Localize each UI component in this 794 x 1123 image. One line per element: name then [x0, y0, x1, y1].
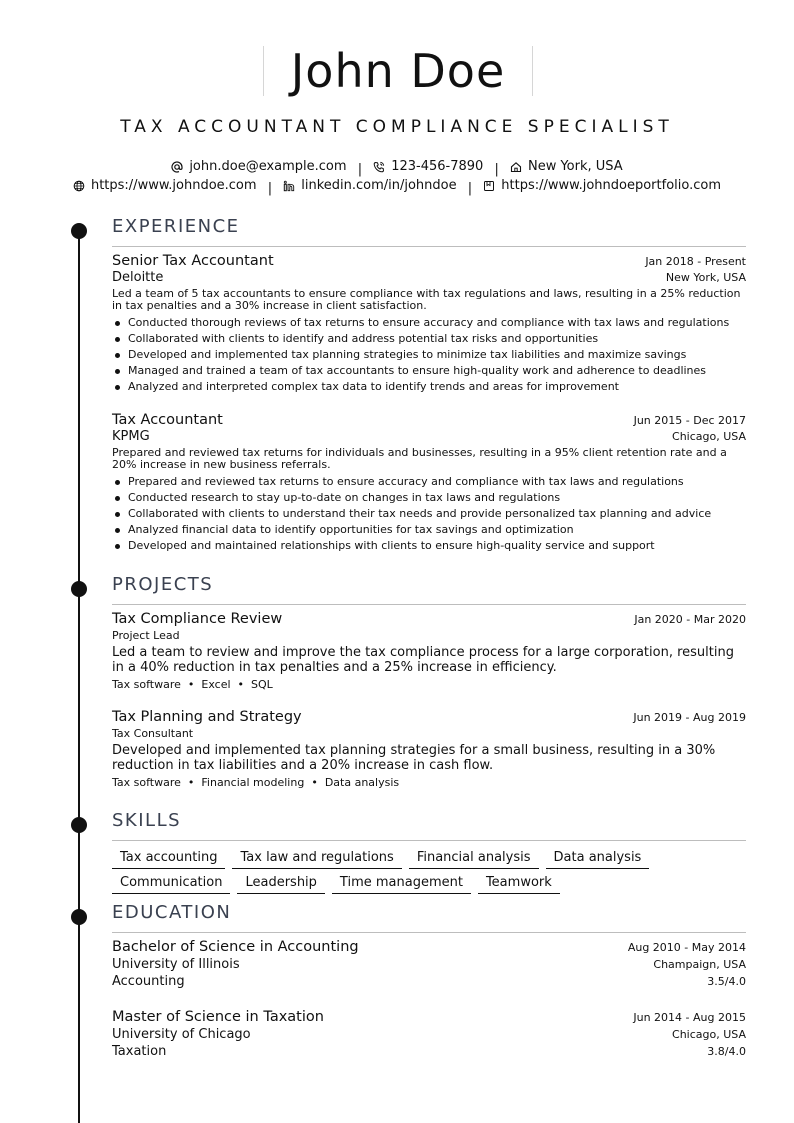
phone-icon	[373, 161, 385, 173]
field-of-study: Accounting	[112, 974, 185, 989]
project-tag: Financial modeling	[201, 776, 305, 789]
school-location: Champaign, USA	[653, 958, 746, 971]
experience-entry	[112, 412, 746, 554]
project-entry	[112, 709, 746, 789]
job-title: TAX ACCOUNTANT COMPLIANCE SPECIALIST	[120, 117, 674, 137]
list-item: Conducted research to stay up-to-date on changes in tax laws and regulations	[112, 490, 746, 506]
email-item[interactable]	[171, 159, 346, 174]
timeline-dot	[71, 581, 87, 597]
list-item: Analyzed financial data to identify opportunities for tax savings and optimization	[112, 522, 746, 538]
job-dates: Jan 2018 - Present	[645, 255, 746, 268]
phone-item[interactable]	[373, 159, 483, 174]
skill-tag: Leadership	[237, 874, 324, 894]
project-tag: Tax software	[112, 776, 181, 789]
project-tag: Excel	[201, 678, 231, 691]
website-link[interactable]: https://www.johndoe.com	[90, 178, 257, 193]
education-dates: Jun 2014 - Aug 2015	[633, 1011, 746, 1024]
job-summary: Prepared and reviewed tax returns for individuals and businesses, resulting in a 95% client retention rate and a 20% increase in new business referrals.	[112, 446, 727, 471]
project-role: Project Lead	[112, 629, 180, 642]
project-tags	[112, 776, 746, 789]
project-role: Tax Consultant	[112, 727, 194, 740]
field-of-study: Taxation	[112, 1044, 167, 1059]
list-item: Collaborated with clients to identify and address potential tax risks and opportunities	[112, 331, 746, 347]
job-bullets	[112, 315, 746, 395]
section-divider	[112, 246, 746, 247]
skills-heading: SKILLS	[112, 810, 182, 831]
contact-line-1	[0, 159, 794, 177]
phone-text: 123-456-7890	[391, 159, 484, 174]
portfolio-link[interactable]: https://www.johndoeportfolio.com	[501, 178, 722, 193]
section-divider	[112, 932, 746, 933]
degree-name: Master of Science in Taxation	[112, 1009, 324, 1025]
list-item: Prepared and reviewed tax returns to ensure accuracy and compliance with tax laws and regulations	[112, 474, 746, 490]
timeline-line	[78, 226, 80, 1123]
skill-tag: Time management	[332, 874, 471, 894]
list-item: Conducted thorough reviews of tax returns to ensure accuracy and compliance with tax laws and regulations	[112, 315, 746, 331]
linkedin-item[interactable]	[283, 178, 456, 193]
project-description: Developed and implemented tax planning strategies for a small business, resulting in a 30% reduction in tax liabilities and a 20% increase in cash flow.	[112, 743, 716, 773]
project-tag: SQL	[251, 678, 273, 691]
project-description: Led a team to review and improve the tax compliance process for a large corporation, resulting in a 40% reduction in tax penalties and a 25% increase in efficiency.	[112, 645, 734, 675]
school-location: Chicago, USA	[672, 1028, 746, 1041]
tag-separator: •	[187, 776, 195, 789]
contact-separator: |	[357, 161, 363, 177]
gpa: 3.8/4.0	[707, 1045, 746, 1058]
tag-separator: •	[187, 678, 195, 691]
globe-icon	[73, 180, 85, 192]
location-text: New York, USA	[527, 159, 623, 174]
linkedin-link[interactable]: linkedin.com/in/johndoe	[301, 178, 457, 193]
education-dates: Aug 2010 - May 2014	[627, 941, 746, 954]
website-item[interactable]	[73, 178, 257, 193]
job-location: Chicago, USA	[672, 430, 746, 443]
list-item: Collaborated with clients to understand their tax needs and provide personalized tax planning and advice	[112, 506, 746, 522]
tag-separator: •	[311, 776, 318, 789]
section-divider	[112, 604, 746, 605]
timeline-dot	[71, 909, 87, 925]
skill-tag: Financial analysis	[409, 849, 539, 869]
contact-separator: |	[267, 180, 273, 196]
name-frame	[263, 46, 533, 96]
company-name: Deloitte	[112, 270, 164, 285]
contact-separator: |	[467, 180, 473, 196]
skill-tag: Communication	[112, 874, 230, 894]
project-tags	[112, 678, 746, 691]
contact-line-2	[0, 178, 794, 196]
skills-list	[112, 846, 746, 896]
project-name: Tax Planning and Strategy	[112, 709, 302, 725]
education-entry	[112, 1009, 746, 1059]
project-tag: Data analysis	[324, 776, 400, 789]
project-dates: Jun 2019 - Aug 2019	[633, 711, 746, 724]
job-role: Tax Accountant	[112, 412, 223, 428]
at-icon	[171, 161, 183, 173]
list-item: Developed and maintained relationships with clients to ensure high-quality service and support	[112, 538, 746, 554]
skill-tag: Tax accounting	[112, 849, 225, 869]
experience-entry	[112, 253, 746, 395]
degree-name: Bachelor of Science in Accounting	[112, 939, 359, 955]
project-dates: Jan 2020 - Mar 2020	[634, 613, 746, 626]
linkedin-icon	[283, 180, 295, 192]
job-bullets	[112, 474, 746, 554]
location-item	[510, 159, 623, 174]
project-entry	[112, 611, 746, 691]
skill-tag: Teamwork	[478, 874, 560, 894]
job-dates: Jun 2015 - Dec 2017	[633, 414, 746, 427]
list-item: Developed and implemented tax planning strategies to minimize tax liabilities and maximize savings	[112, 347, 746, 363]
projects-heading: PROJECTS	[112, 574, 214, 595]
company-name: KPMG	[112, 429, 150, 444]
experience-heading: EXPERIENCE	[112, 216, 240, 237]
project-tag: Tax software	[112, 678, 181, 691]
education-entry	[112, 939, 746, 989]
timeline-dot	[71, 817, 87, 833]
education-heading: EDUCATION	[112, 902, 232, 923]
school-name: University of Chicago	[112, 1027, 251, 1042]
job-role: Senior Tax Accountant	[112, 253, 274, 269]
skill-tag: Tax law and regulations	[232, 849, 401, 869]
timeline-dot	[71, 223, 87, 239]
school-name: University of Illinois	[112, 957, 240, 972]
list-item: Analyzed and interpreted complex tax data to identify trends and areas for improvement	[112, 379, 746, 395]
candidate-name: John Doe	[290, 44, 506, 98]
job-summary: Led a team of 5 tax accountants to ensure compliance with tax regulations and laws, resulting in a 25% reduction in tax penalties and a 30% increase in client satisfaction.	[112, 287, 741, 312]
home-icon	[510, 161, 522, 173]
project-name: Tax Compliance Review	[112, 611, 283, 627]
contact-separator: |	[494, 161, 499, 177]
list-item: Managed and trained a team of tax accountants to ensure high-quality work and adherence to deadlines	[112, 363, 746, 379]
tag-separator: •	[237, 678, 245, 691]
skill-tag: Data analysis	[546, 849, 650, 869]
job-location: New York, USA	[665, 271, 746, 284]
portfolio-icon	[483, 180, 495, 192]
gpa: 3.5/4.0	[707, 975, 746, 988]
portfolio-item[interactable]	[483, 178, 721, 193]
section-divider	[112, 840, 746, 841]
email-text: john.doe@example.com	[189, 159, 347, 174]
